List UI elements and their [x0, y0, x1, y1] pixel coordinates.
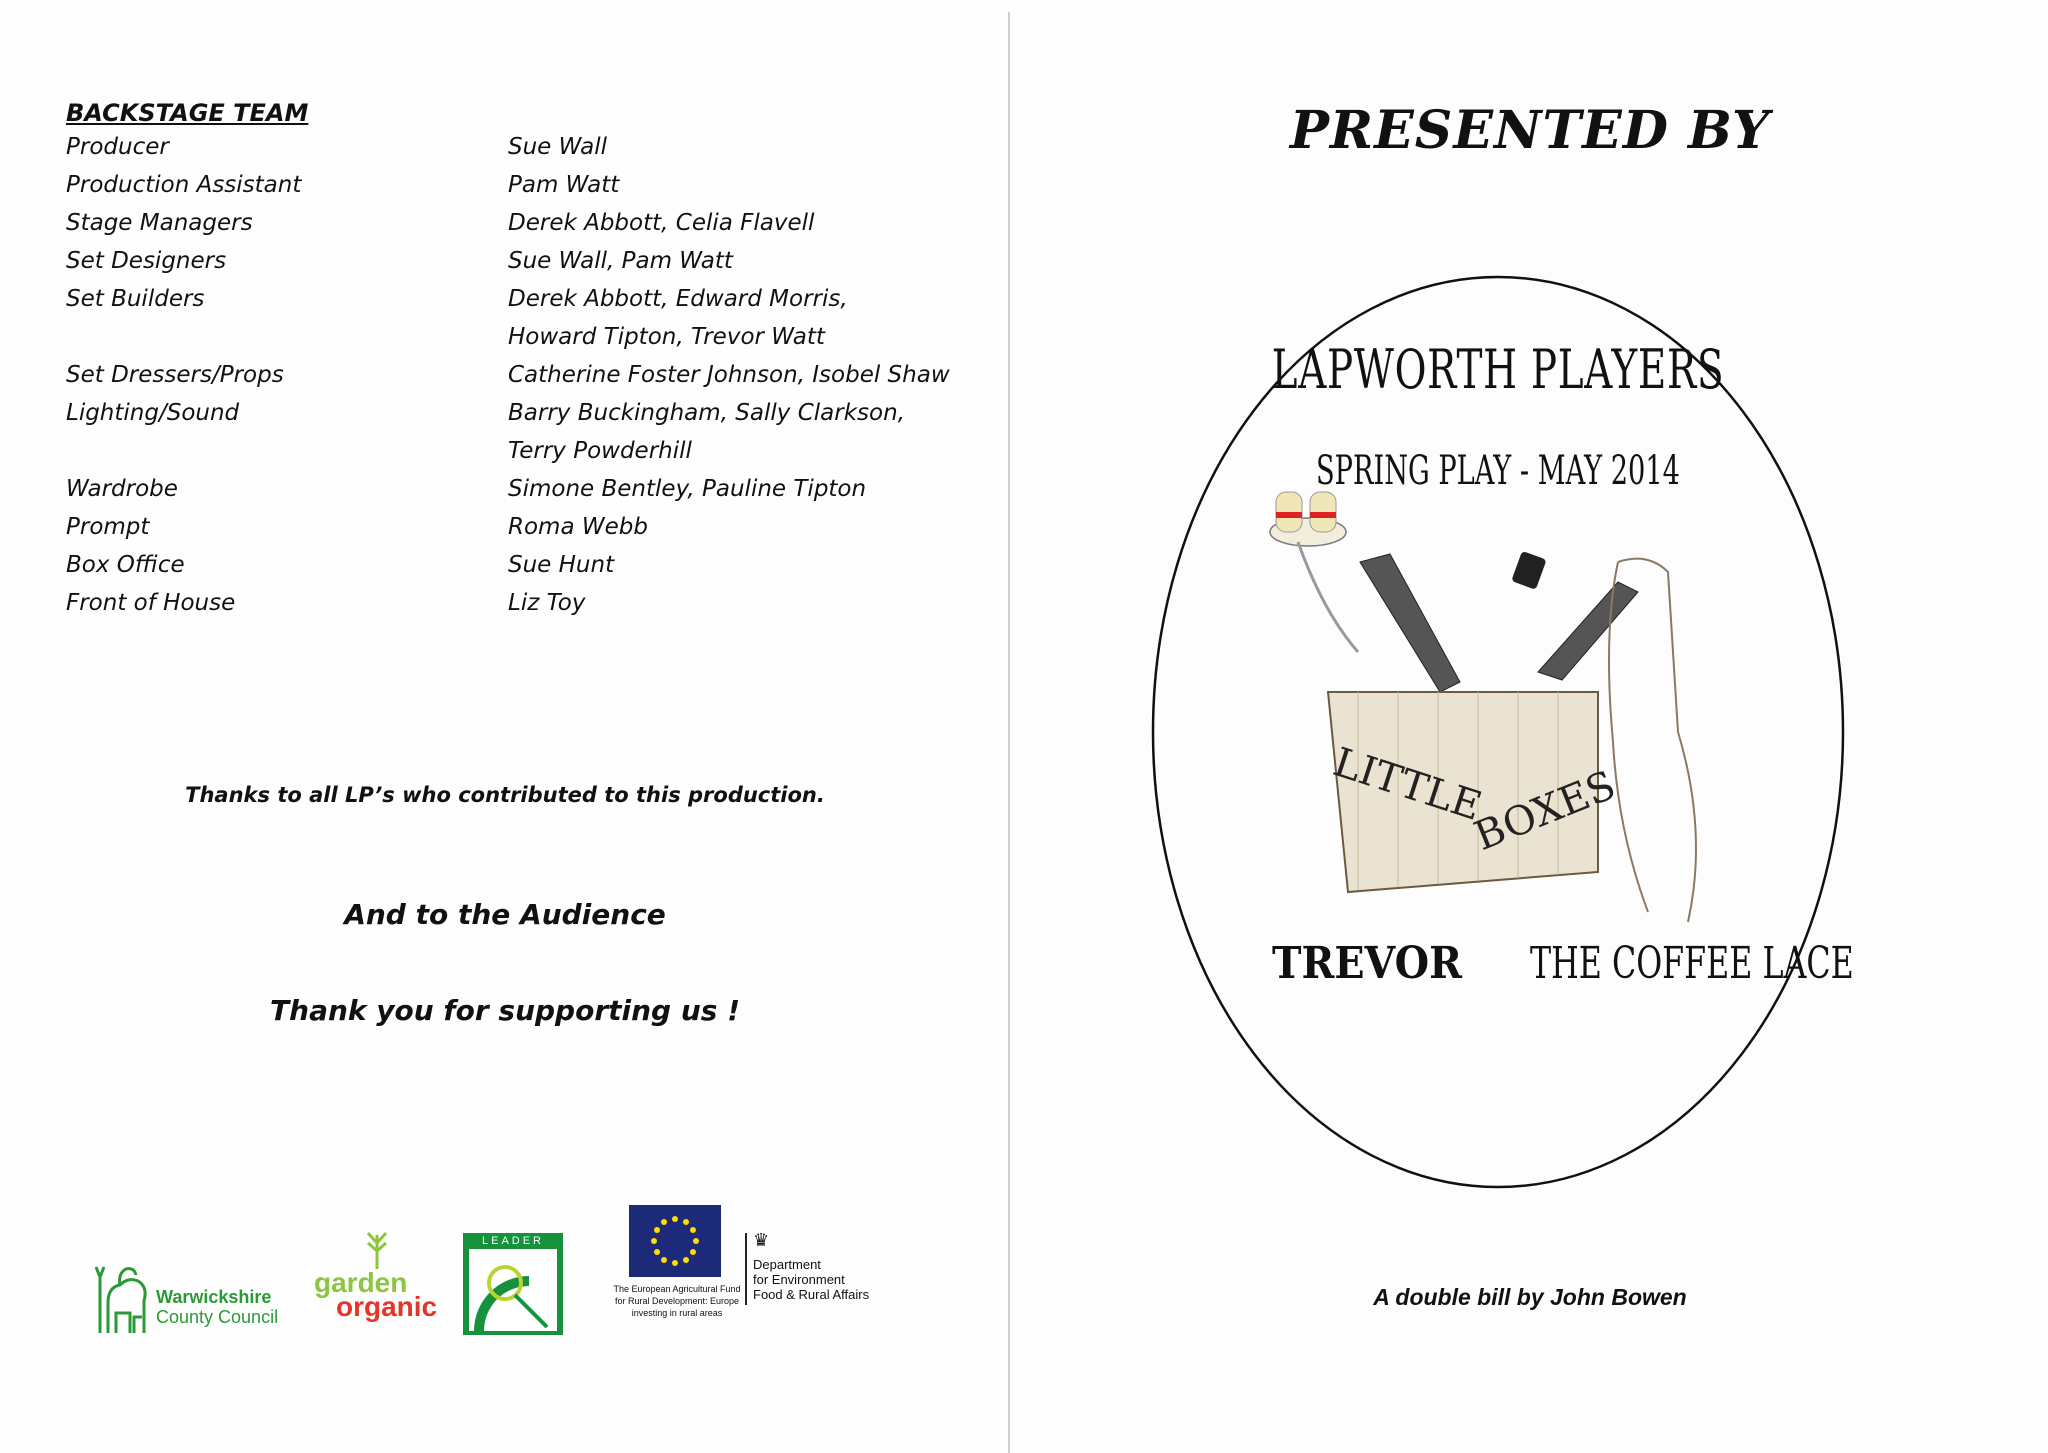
crew-names: Catherine Foster Johnson, Isobel Shaw [508, 362, 950, 388]
crew-names: Barry Buckingham, Sally Clarkson, [508, 400, 905, 426]
eu-fund-text: The European Agricultural Fund for Rural Development: Europe investing in rural areas [613, 1284, 741, 1318]
leader-logo [463, 1233, 563, 1335]
royal-crest-icon: ♛ [753, 1230, 770, 1250]
crew-role: Producer [66, 134, 169, 160]
wcc-subname: County Council [156, 1307, 279, 1327]
box-word-little: LITTLE [1327, 739, 1487, 831]
crew-row [66, 324, 966, 362]
wcc-name: Warwickshire [156, 1287, 272, 1307]
crew-names: Derek Abbott, Celia Flavell [508, 210, 815, 236]
crew-names: Simone Bentley, Pauline Tipton [508, 476, 867, 502]
crew-row [66, 552, 966, 590]
crew-row [66, 172, 966, 210]
bear-and-staff-icon [90, 1257, 154, 1339]
crew-names: Terry Powderhill [508, 438, 692, 464]
crew-role: Set Designers [66, 248, 227, 274]
crew-names: Howard Tipton, Trevor Watt [508, 324, 825, 350]
backstage-team-heading: BACKSTAGE TEAM [66, 99, 309, 127]
crew-row [66, 476, 966, 514]
crew-names: Pam Watt [508, 172, 620, 198]
warwickshire-county-council-logo [90, 1257, 305, 1342]
crew-row [66, 400, 966, 438]
poster-illustration [1148, 272, 1848, 1192]
defra-logo [745, 1229, 905, 1309]
box-word-boxes: BOXES [1468, 762, 1622, 861]
eu-agricultural-fund-logo [607, 1205, 747, 1345]
crew-row [66, 248, 966, 286]
leader-emblem [469, 1249, 557, 1331]
crew-names: Derek Abbott, Edward Morris, [508, 286, 848, 312]
crew-names: Sue Wall [508, 134, 607, 160]
thanks-audience: And to the Audience [344, 898, 666, 931]
net-icon [469, 1249, 557, 1331]
crew-names: Roma Webb [508, 514, 648, 540]
page-fold [1008, 12, 1010, 1453]
crew-row [66, 362, 966, 400]
defra-line-2: for Environment [753, 1272, 845, 1287]
eu-flag-icon [629, 1205, 721, 1277]
crew-row [66, 286, 966, 324]
crew-role: Stage Managers [66, 210, 253, 236]
garden-word: garden [314, 1267, 408, 1298]
thanks-support: Thank you for supporting us ! [270, 994, 740, 1027]
double-bill-credit: A double bill by John Bowen [1373, 1284, 1687, 1310]
crew-role: Lighting/Sound [66, 400, 240, 426]
crew-role: Set Dressers/Props [66, 362, 284, 388]
crew-row [66, 590, 966, 628]
crew-role: Box Office [66, 552, 185, 578]
box-lids-icon [1360, 551, 1638, 692]
crew-row [66, 210, 966, 248]
defra-line-1: Department [753, 1257, 821, 1272]
presented-by-heading: PRESENTED BY [1289, 100, 1771, 161]
garden-organic-logo [314, 1235, 438, 1335]
crew-row [66, 438, 966, 476]
organic-word: organic [336, 1291, 438, 1322]
leader-label: LEADER [481, 1235, 545, 1247]
crew-row [66, 134, 966, 172]
crew-role: Set Builders [66, 286, 205, 312]
company-name: LAPWORTH PLAYERS [1271, 338, 1725, 401]
defra-line-3: Food & Rural Affairs [753, 1287, 870, 1302]
crew-names: Sue Hunt [508, 552, 615, 578]
crew-role: Production Assistant [66, 172, 302, 198]
crew-role: Wardrobe [66, 476, 178, 502]
play-title-trevor: TREVOR [1272, 938, 1462, 989]
crew-row [66, 514, 966, 552]
crew-role: Front of House [66, 590, 236, 616]
thanks-contributors: Thanks to all LP’s who contributed to this production. [185, 783, 825, 807]
crew-role: Prompt [66, 514, 150, 540]
crew-role [66, 438, 508, 476]
sponsor-logos [90, 1195, 990, 1345]
cake-tray-icon [1270, 492, 1358, 652]
season-subtitle: SPRING PLAY - MAY 2014 [1316, 448, 1680, 494]
crew-role [66, 324, 508, 362]
play-title-coffee-lace: THE COFFEE LACE [1530, 938, 1854, 989]
standing-figure-icon [1609, 559, 1696, 922]
crew-names: Sue Wall, Pam Watt [508, 248, 733, 274]
crew-names: Liz Toy [508, 590, 586, 616]
crew-list [66, 134, 966, 628]
sprout-icon [362, 1229, 392, 1269]
